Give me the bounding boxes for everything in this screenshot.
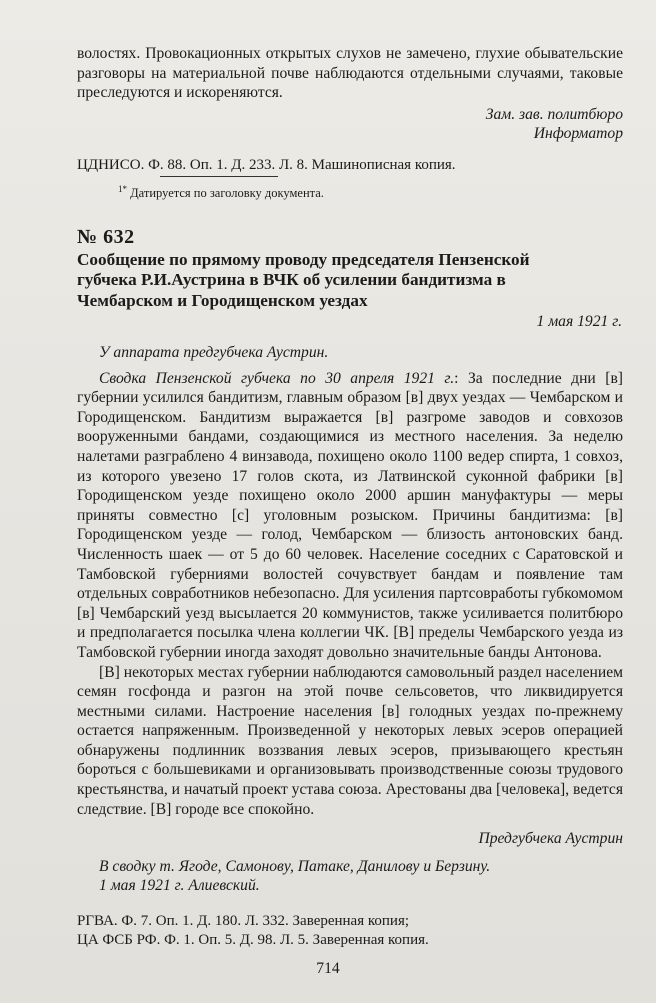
svodka-lead: Сводка Пензенской губчека по 30 апреля 1921 г. — [99, 369, 455, 387]
footnote-divider — [160, 176, 278, 177]
document-signature: Предгубчека Аустрин — [478, 830, 623, 848]
footnote-text: Датируется по заголовку документа. — [127, 186, 324, 201]
document-header: У аппарата предгубчека Аустрин. — [99, 344, 329, 361]
continuation-block — [77, 44, 623, 175]
continuation-paragraph: волостях. Провокационных открытых слухов не замечено, глухие обывательские разговоры на материальной почве наблюдаются отдельными случаями, таковые преследуются и искореняются. — [77, 45, 623, 102]
forward-note-date: 1 мая 1921 г. Алиевский. — [99, 877, 260, 895]
document-title: Сообщение по прямому проводу председателя Пензенской губчека Р.И.Аустрина в ВЧК об усилении бандитизма в Чембарском и Городищенском уездах — [77, 250, 530, 310]
signature-position: Зам. зав. политбюро — [485, 105, 623, 123]
footnote-mark: 1* — [118, 184, 127, 194]
signature-role: Информатор — [533, 125, 623, 143]
body-paragraph-2: [В] некоторых местах губернии наблюдаются самовольный раздел населением семян госфонда и разгон на этой почве сельсоветов, что ликвидируется местными силами. Настроение населения [в] голодных уездах по-прежнему остается напряженным. Произведенной у некоторых левых эсеров операцией обнаружены подлинник воззвания левых эсеров, призывающего крестьян бороться с большевиками и организовывать производственные союзы трудового крестьянства, и начатый проект устава союза. Арестованы два [человека], ведется следствие. [В] городе все спокойно. — [77, 663, 623, 818]
body-paragraph-1 — [77, 369, 623, 663]
archive-reference-1: РГВА. Ф. 7. Оп. 1. Д. 180. Л. 332. Заверенная копия; — [77, 913, 410, 930]
body-paragraph-1-text: : За последние дни [в] губернии усилился бандитизм, главным образом [в] двух уездах — Чембарском и Городищенском. Бандитизм выражается [в] разгроме заводов и совхозов вооруженными бандами, создающимися из местного населения. За неделю налетами разграблено 4 винзавода, похищено около 1100 ведер спирта, 1 совхоз, из которого увезено 17 голов скота, из Латвинской суконной фабрики [в] Городищенском уезде похищено около 2000 аршин мануфактуры — меры приняты совместно [с] уголовным розыском. Причины бандитизма: [в] Городищенском уезде — голод, Чембарском — близость антоновских банд. Численность шаек — от 5 до 60 человек. Население соседних с Саратовской и Тамбовской губерниями волостей сочувствует бандам и появление там отдельных совработников небезопасно. Для усиления партсовработы губкомомом [в] Чембарский уезд высылается 20 коммунистов, также усиливается политбюро и предполагается посылка члена коллегии ЧК. [В] пределы Чембарского уезда из Тамбовской губернии иногда заходят довольно значительные банды Антонова. — [77, 369, 623, 661]
forward-note: В сводку т. Ягоде, Самонову, Патаке, Данилову и Берзину. — [99, 857, 491, 875]
document-body — [77, 343, 623, 950]
document-number: № 632 — [77, 226, 135, 248]
archive-reference-2: ЦА ФСБ РФ. Ф. 1. Оп. 5. Д. 98. Л. 5. Заверенная копия. — [77, 932, 429, 949]
document-date: 1 мая 1921 г. — [536, 313, 622, 330]
footnote — [118, 181, 324, 201]
page-number: 714 — [316, 960, 340, 977]
archive-reference: ЦДНИСО. Ф. 88. Оп. 1. Д. 233. Л. 8. Машинописная копия. — [77, 156, 456, 173]
